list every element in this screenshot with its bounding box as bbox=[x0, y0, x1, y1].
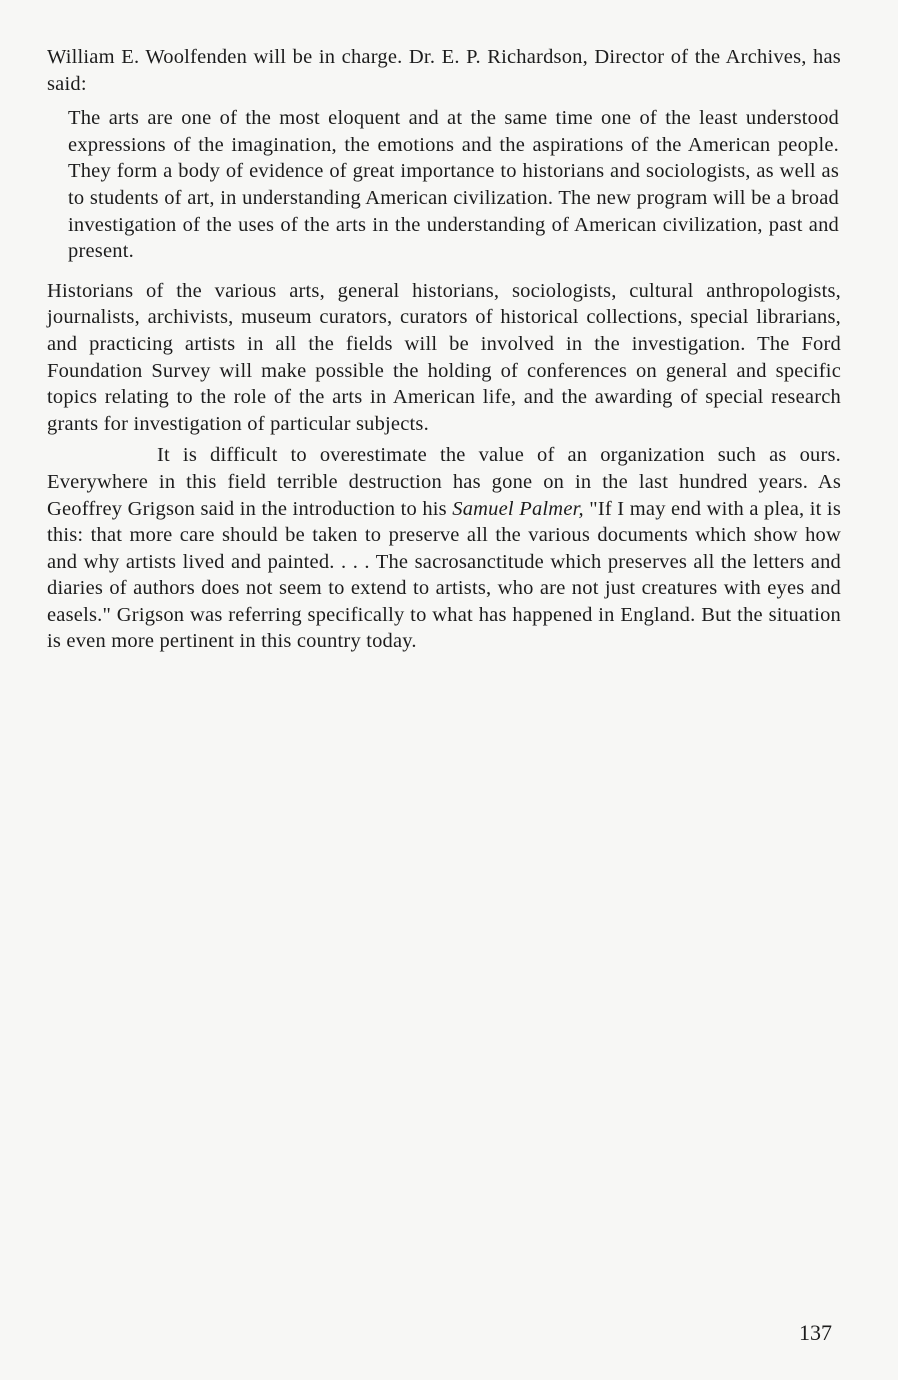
intro-paragraph: William E. Woolfenden will be in charge. Dr. E. P. Richardson, Director of the Archives, has said: bbox=[47, 46, 841, 95]
historians-paragraph: Historians of the various arts, general historians, sociologists, cultural anthropologists, journalists, archivists, museum curators, curators of historical collections, special librarians, and practicing artists in all the fields will be involved in the investigation. The Ford Foundation Survey will make possible the holding of conferences on general and specific topics relating to the role of the arts in American life, and the awarding of special research grants for investigation of particular subjects. bbox=[47, 279, 841, 435]
value-paragraph bbox=[47, 442, 841, 655]
value-paragraph-text-before: It is difficult to overestimate the value of an organization such as ours. Everywhere in this field terrible destruction has gone on in the last hundred years. As Geoffrey Grigson said in the introduction to his bbox=[47, 444, 841, 520]
page-number: 137 bbox=[799, 1320, 832, 1345]
value-paragraph-text-after: "If I may end with a plea, it is this: that more care should be taken to preserve all the various documents which show how and why artists lived and painted. . . . The sacrosanctitude which preserves all the letters and diaries of authors does not seem to extend to artists, who are not just creatures with eyes and easels." Grigson was referring specifically to what has happened in England. But the situation is even more pertinent in this country today. bbox=[47, 497, 842, 653]
book-title: Samuel Palmer, bbox=[452, 497, 584, 520]
page-body bbox=[47, 44, 841, 655]
block-quote: The arts are one of the most eloquent and at the same time one of the least understood expressions of the imagination, the emotions and the aspirations of the American people. They form a body of evidence of great importance to historians and sociologists, as well as to students of art, in understanding American civilization. The new program will be a broad investigation of the uses of the arts in the understanding of American civilization, past and present. bbox=[68, 107, 839, 263]
